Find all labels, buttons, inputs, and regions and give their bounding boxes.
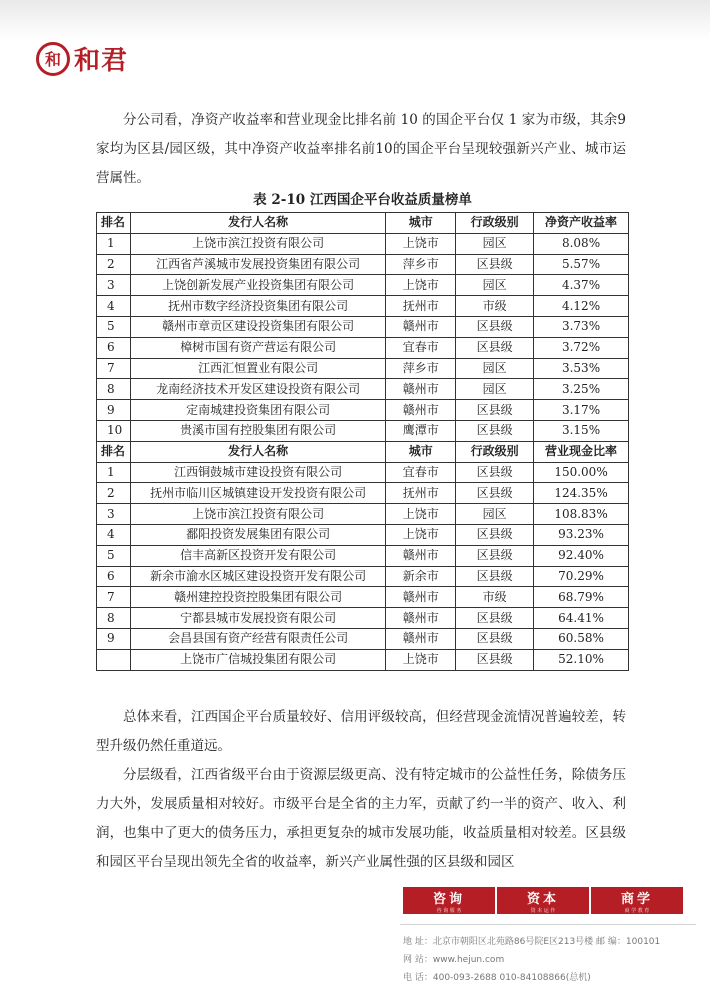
issuer-name-cell: 鄱阳投资发展集团有限公司 (130, 524, 385, 545)
slogan-label: 资本 (526, 891, 559, 907)
slogan-capital (497, 887, 589, 914)
ratio-cell: 70.29% (534, 566, 629, 587)
ratio-cell: 3.17% (534, 400, 629, 421)
rank-cell: 1 (97, 462, 131, 483)
column-header: 发行人名称 (130, 441, 385, 462)
footer-website[interactable]: 网 站：www.hejun.com (403, 955, 505, 965)
summary-paragraph: 总体来看，江西国企平台质量较好、信用评级较高，但经营现金流情况普遍较差，转型升级仍然任重道远。 (96, 709, 626, 754)
admin-level-cell: 区县级 (456, 254, 534, 275)
table-row (97, 608, 629, 629)
city-cell: 赣州市 (386, 316, 456, 337)
column-header: 排名 (97, 441, 131, 462)
table-row (97, 296, 629, 317)
table-row (97, 400, 629, 421)
ratio-cell: 3.72% (534, 337, 629, 358)
column-header: 行政级别 (456, 213, 534, 234)
table-row (97, 462, 629, 483)
city-cell: 上饶市 (386, 524, 456, 545)
table-row (97, 628, 629, 649)
table-row (97, 337, 629, 358)
issuer-name-cell: 宁都县城市发展投资有限公司 (130, 608, 385, 629)
issuer-name-cell: 抚州市数字经济投资集团有限公司 (130, 296, 385, 317)
slogan-business-school (591, 887, 683, 914)
city-cell: 宜春市 (386, 462, 456, 483)
slogan-label: 商学 (620, 891, 653, 907)
column-header: 发行人名称 (130, 213, 385, 234)
issuer-name-cell: 上饶市广信城投集团有限公司 (130, 649, 385, 670)
city-cell: 赣州市 (386, 628, 456, 649)
admin-level-cell: 区县级 (456, 316, 534, 337)
issuer-name-cell: 定南城建投资集团有限公司 (130, 400, 385, 421)
rank-cell: 2 (97, 254, 131, 275)
rank-cell: 3 (97, 504, 131, 525)
issuer-name-cell: 江西汇恒置业有限公司 (130, 358, 385, 379)
ratio-cell: 60.58% (534, 628, 629, 649)
admin-level-cell: 区县级 (456, 462, 534, 483)
slogan-sub: 资 本 运 作 (530, 907, 556, 914)
ratio-cell: 108.83% (534, 504, 629, 525)
column-header: 城市 (386, 441, 456, 462)
table-row (97, 504, 629, 525)
city-cell: 抚州市 (386, 483, 456, 504)
admin-level-cell: 园区 (456, 504, 534, 525)
ranking-table (96, 212, 629, 671)
city-cell: 萍乡市 (386, 254, 456, 275)
rank-cell: 3 (97, 275, 131, 296)
table-row (97, 316, 629, 337)
column-header: 净资产收益率 (534, 213, 629, 234)
city-cell: 宜春市 (386, 337, 456, 358)
table-row (97, 233, 629, 254)
city-cell: 赣州市 (386, 400, 456, 421)
table-header-row (97, 441, 629, 462)
table-row (97, 545, 629, 566)
ratio-cell: 3.73% (534, 316, 629, 337)
table-row (97, 275, 629, 296)
rank-cell: 5 (97, 316, 131, 337)
city-cell: 上饶市 (386, 275, 456, 296)
admin-level-cell: 市级 (456, 296, 534, 317)
ratio-cell: 4.37% (534, 275, 629, 296)
admin-level-cell: 区县级 (456, 566, 534, 587)
city-cell: 新余市 (386, 566, 456, 587)
footer-divider (400, 924, 696, 925)
ratio-cell: 92.40% (534, 545, 629, 566)
ratio-cell: 3.53% (534, 358, 629, 379)
column-header: 城市 (386, 213, 456, 234)
rank-cell: 6 (97, 566, 131, 587)
table-row (97, 254, 629, 275)
admin-level-cell: 区县级 (456, 524, 534, 545)
logo-text: 和君 (74, 46, 129, 76)
issuer-name-cell: 江西铜鼓城市建设投资有限公司 (130, 462, 385, 483)
issuer-name-cell: 新余市渝水区城区建设投资开发有限公司 (130, 566, 385, 587)
admin-level-cell: 园区 (456, 275, 534, 296)
issuer-name-cell: 赣州市章贡区建设投资集团有限公司 (130, 316, 385, 337)
city-cell: 赣州市 (386, 608, 456, 629)
slogan-sub: 商 学 教 育 (624, 907, 650, 914)
rank-cell: 2 (97, 483, 131, 504)
admin-level-cell: 区县级 (456, 608, 534, 629)
intro-paragraph: 分公司看，净资产收益率和营业现金比排名前 10 的国企平台仅 1 家为市级，其余9家均为区县/园区级，其中净资产收益率排名前10的国企平台呈现较强新兴产业、城市运营属性。 (96, 112, 626, 186)
ratio-cell: 150.00% (534, 462, 629, 483)
footer-address: 地 址：北京市朝阳区北苑路86号院E区213号楼 邮 编：100101 (403, 937, 661, 947)
city-cell: 萍乡市 (386, 358, 456, 379)
table-row (97, 587, 629, 608)
rank-cell: 8 (97, 608, 131, 629)
admin-level-cell: 区县级 (456, 420, 534, 441)
rank-cell: 9 (97, 628, 131, 649)
admin-level-cell: 区县级 (456, 649, 534, 670)
rank-cell: 7 (97, 587, 131, 608)
ratio-cell: 64.41% (534, 608, 629, 629)
admin-level-cell: 区县级 (456, 483, 534, 504)
ratio-cell: 5.57% (534, 254, 629, 275)
issuer-name-cell: 抚州市临川区城镇建设开发投资有限公司 (130, 483, 385, 504)
issuer-name-cell: 上饶市滨江投资有限公司 (130, 504, 385, 525)
issuer-name-cell: 上饶创新发展产业投资集团有限公司 (130, 275, 385, 296)
rank-cell: 6 (97, 337, 131, 358)
issuer-name-cell: 江西省芦溪城市发展投资集团有限公司 (130, 254, 385, 275)
column-header: 行政级别 (456, 441, 534, 462)
column-header: 排名 (97, 213, 131, 234)
logo-seal-icon: 和 (36, 42, 70, 76)
company-logo (36, 40, 128, 77)
ratio-cell: 124.35% (534, 483, 629, 504)
city-cell: 赣州市 (386, 379, 456, 400)
table-title: 表 2-10 江西国企平台收益质量榜单 (253, 192, 472, 208)
ratio-cell: 4.12% (534, 296, 629, 317)
table-header-row (97, 213, 629, 234)
rank-cell: 4 (97, 524, 131, 545)
column-header: 营业现金比率 (534, 441, 629, 462)
rank-cell: 9 (97, 400, 131, 421)
footer-phone: 电 话：400-093-2688 010-84108866(总机) (403, 973, 591, 983)
rank-cell: 5 (97, 545, 131, 566)
table-row (97, 420, 629, 441)
admin-level-cell: 园区 (456, 379, 534, 400)
admin-level-cell: 园区 (456, 358, 534, 379)
issuer-name-cell: 樟树市国有资产营运有限公司 (130, 337, 385, 358)
ratio-cell: 8.08% (534, 233, 629, 254)
issuer-name-cell: 会昌县国有资产经营有限责任公司 (130, 628, 385, 649)
city-cell: 鹰潭市 (386, 420, 456, 441)
rank-cell: 8 (97, 379, 131, 400)
admin-level-cell: 园区 (456, 233, 534, 254)
city-cell: 上饶市 (386, 649, 456, 670)
slogan-label: 咨询 (432, 891, 465, 907)
table-row (97, 524, 629, 545)
level-paragraph: 分层级看，江西省级平台由于资源层级更高、没有特定城市的公益性任务，除债务压力大外，发展质量相对较好。市级平台是全省的主力军，贡献了约一半的资产、收入、利润，也集中了更大的债务压力，承担更复杂的城市发展功能，收益质量相对较差。区县级和园区平台呈现出领先全省的收益率，新兴产业属性强的区县级和园区 (96, 767, 626, 870)
ratio-cell: 68.79% (534, 587, 629, 608)
slogan-sub: 咨 询 服 务 (436, 907, 462, 914)
issuer-name-cell: 赣州建控投资控股集团有限公司 (130, 587, 385, 608)
slogan-banner (403, 887, 685, 914)
city-cell: 抚州市 (386, 296, 456, 317)
admin-level-cell: 区县级 (456, 545, 534, 566)
city-cell: 赣州市 (386, 587, 456, 608)
table-row (97, 483, 629, 504)
rank-cell: 4 (97, 296, 131, 317)
ratio-cell: 93.23% (534, 524, 629, 545)
rank-cell: 1 (97, 233, 131, 254)
ratio-cell: 3.25% (534, 379, 629, 400)
header-band (0, 0, 710, 42)
table-row (97, 358, 629, 379)
issuer-name-cell: 信丰高新区投资开发有限公司 (130, 545, 385, 566)
city-cell: 上饶市 (386, 233, 456, 254)
admin-level-cell: 区县级 (456, 400, 534, 421)
admin-level-cell: 区县级 (456, 628, 534, 649)
rank-cell: 7 (97, 358, 131, 379)
issuer-name-cell: 龙南经济技术开发区建设投资有限公司 (130, 379, 385, 400)
rank-cell (97, 649, 131, 670)
ratio-cell: 52.10% (534, 649, 629, 670)
table-row (97, 566, 629, 587)
issuer-name-cell: 上饶市滨江投资有限公司 (130, 233, 385, 254)
admin-level-cell: 区县级 (456, 337, 534, 358)
issuer-name-cell: 贵溪市国有控股集团有限公司 (130, 420, 385, 441)
rank-cell: 10 (97, 420, 131, 441)
table-row (97, 379, 629, 400)
slogan-consulting (403, 887, 495, 914)
ratio-cell: 3.15% (534, 420, 629, 441)
city-cell: 赣州市 (386, 545, 456, 566)
table-row (97, 649, 629, 670)
admin-level-cell: 市级 (456, 587, 534, 608)
city-cell: 上饶市 (386, 504, 456, 525)
